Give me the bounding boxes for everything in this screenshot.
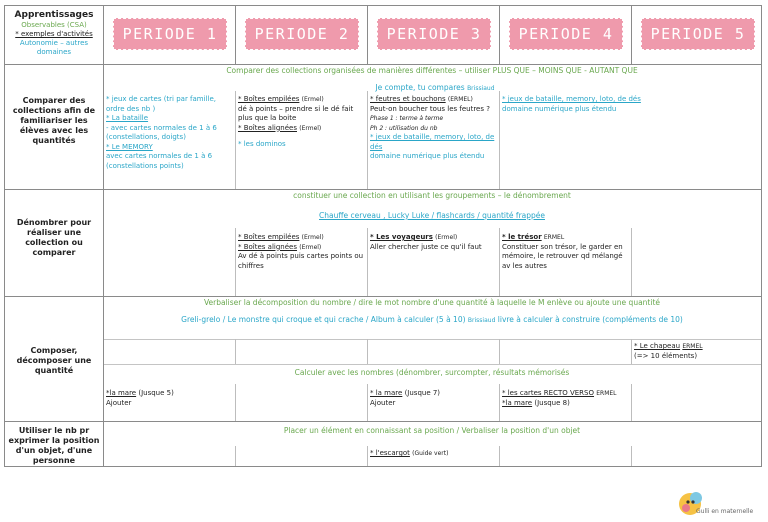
row-label-denombrer: Dénombrer pour réaliser une collection ou comparer: [16, 218, 92, 257]
source-ref: (Jusque 5): [138, 389, 174, 397]
comparer-p2: [238, 95, 365, 150]
period-4-header: PERIODE 4: [509, 18, 623, 50]
composer-banner-2: [103, 315, 761, 326]
list-item: * jeux de bataille, memory, loto, de dés: [502, 95, 641, 103]
denombrer-banner-2: Chauffe cerveau , Lucky Luke / flashcards / quantité frappée: [319, 211, 545, 220]
source-ref: (ERMEL): [447, 96, 473, 103]
list-item: - avec cartes normales de 1 à 6 (constellations, doigts): [106, 123, 217, 141]
period-5-header: PERIODE 5: [641, 18, 755, 50]
list-item: * la mare: [370, 389, 403, 397]
col-divider: [631, 384, 632, 421]
list-item: Ajouter: [106, 398, 132, 407]
header-exemples: * exemples d'activités: [15, 30, 93, 38]
source-ref: (Guide vert): [412, 450, 449, 457]
col-divider: [235, 446, 236, 466]
sub-row-divider: [103, 364, 761, 365]
list-item: * Le MEMORY: [106, 142, 153, 151]
source-ref: (Ermel): [301, 234, 324, 241]
list-item: domaine numérique plus étendu: [370, 152, 485, 160]
sub-row-divider: [103, 339, 761, 340]
list-item: *la mare: [106, 389, 137, 397]
comparer-p4: [502, 95, 662, 114]
col-divider: [631, 228, 632, 296]
col-divider: [367, 6, 368, 64]
comparer-banner-2-text: Je compte, tu compares: [375, 83, 465, 92]
col-divider: [367, 446, 368, 466]
composer-banner-2-src: Brissiaud: [467, 317, 496, 324]
denombrer-banner: constituer une collection en utilisant les groupements – le dénombrement: [293, 191, 571, 200]
denombrer-p4: [502, 233, 629, 271]
gulli-logo: [676, 488, 756, 518]
list-item: * jeux de cartes (tri par famille, ordre des nb ): [106, 95, 216, 113]
composer-banner-2-text: Greli-grelo / Le monstre qui croque et qui crache / Album à calculer (5 à 10): [181, 315, 466, 324]
header-legend: [5, 6, 103, 64]
list-item: Ajouter: [370, 398, 396, 407]
col-divider: [235, 91, 236, 189]
row-label-comparer: Comparer des collections afin de familiariser les élèves avec les quantités: [12, 96, 96, 145]
composer-banner: Verbaliser la décomposition du nombre / dire le mot nombre d'une quantité à laquelle le M enlève ou ajoute une quantité: [203, 298, 660, 307]
denombrer-p3: [370, 233, 497, 252]
composer-banner-3: Calculer avec les nombres (dénombrer, surcompter, résultats mémorisés: [294, 368, 570, 377]
header-autonomie: Autonomie – autres domaines: [19, 39, 89, 56]
list-item: Ph 2 : utilisation du nb: [370, 124, 438, 132]
list-item: * Boîtes alignées: [238, 123, 297, 132]
source-ref: (Ermel): [301, 96, 324, 103]
row-divider: [5, 64, 761, 65]
col-divider: [367, 91, 368, 189]
source-ref: ERMEL: [682, 343, 703, 350]
source-ref: ERMEL: [543, 234, 565, 241]
list-item: Peut-on boucher tous les feutres ?: [370, 104, 490, 113]
period-3-header: PERIODE 3: [377, 18, 491, 50]
col-divider: [235, 339, 236, 364]
list-item: * le trésor: [502, 233, 542, 241]
row-label-composer: Composer, décomposer une quantité: [16, 346, 92, 375]
row-divider: [5, 296, 761, 297]
composer-p1: [106, 389, 233, 408]
col-divider: [235, 228, 236, 296]
list-item: * Boîtes empilées: [238, 95, 300, 103]
list-item: * les cartes RECTO VERSO: [502, 389, 595, 397]
list-item: * feutres et bouchons: [370, 95, 446, 103]
composer-p5: [634, 342, 759, 361]
comparer-p3: [370, 95, 497, 162]
comparer-banner-2: [335, 83, 535, 94]
col-divider: [235, 384, 236, 421]
composer-p3: [370, 389, 497, 408]
col-divider: [499, 446, 500, 466]
list-item: dé à points – prendre si le dé fait plus que la boite: [238, 104, 354, 122]
composer-banner-2-end: livre à calculer à construire (compléments de 10): [497, 315, 683, 324]
position-banner: Placer un élément en connaissant sa position / Verbaliser la position d'un objet: [283, 426, 581, 435]
list-item: Aller chercher juste ce qu'il faut: [370, 242, 482, 251]
comparer-p1: [106, 95, 233, 171]
list-item: domaine numérique plus étendu: [502, 104, 617, 113]
list-item: * les dominos: [238, 140, 286, 148]
list-item: *la mare: [502, 398, 533, 407]
col-divider: [499, 91, 500, 189]
col-divider: [631, 446, 632, 466]
source-ref: (Ermel): [299, 124, 322, 132]
list-item: Phase 1 : terme à terme: [370, 115, 444, 122]
source-ref: (Ermel): [299, 243, 322, 251]
source-ref: ERMEL: [596, 390, 617, 397]
list-item: Av dé à points puis cartes points ou chiffres: [238, 252, 364, 270]
period-2-header: PERIODE 2: [245, 18, 359, 50]
header-title: Apprentissages: [14, 10, 94, 20]
source-ref: (Jusque 7): [404, 389, 441, 397]
col-divider: [235, 6, 236, 64]
col-divider: [499, 6, 500, 64]
col-divider: [631, 6, 632, 64]
list-item: * Boîtes alignées: [238, 242, 297, 251]
col-divider: [499, 339, 500, 364]
list-item: * Le chapeau: [634, 342, 681, 350]
comparer-banner: Comparer des collections organisées de manières différentes – utiliser PLUS QUE – MOINS QUE - AUTANT QUE: [226, 66, 638, 75]
list-item: * l'escargot: [370, 449, 410, 457]
composer-p4: [502, 389, 629, 408]
list-item: * La bataille: [106, 114, 149, 122]
list-item: (=> 10 éléments): [634, 351, 698, 360]
list-item: * Les voyageurs: [370, 233, 433, 241]
header-observables: Observables (CSA): [21, 21, 87, 29]
col-divider: [499, 384, 500, 421]
col-divider: [499, 228, 500, 296]
col-divider: [367, 339, 368, 364]
row-label-position: Utiliser le nb pr exprimer la position d'un objet, d'une personne: [8, 426, 100, 465]
source-ref: (Ermel): [435, 234, 458, 241]
position-p3: [370, 449, 497, 459]
comparer-banner-2-src: Brissiaud: [467, 85, 495, 92]
list-item: Constituer son trésor, le garder en mémoire, le retrouver qd mélangé av les autres: [502, 242, 623, 270]
denombrer-p2: [238, 233, 365, 271]
progression-table: [4, 5, 762, 467]
col-divider: [367, 384, 368, 421]
col-divider: [367, 228, 368, 296]
list-item: * jeux de bataille, memory, loto, de dés: [370, 133, 495, 151]
source-ref: (Jusque 8): [534, 398, 570, 407]
period-1-header: PERIODE 1: [113, 18, 227, 50]
logo-text: Gulli en maternelle: [696, 508, 754, 515]
list-item: avec cartes normales de 1 à 6 (constellations points): [106, 152, 213, 170]
list-item: * Boîtes empilées: [238, 233, 300, 241]
row-divider: [5, 189, 761, 190]
col-divider: [631, 339, 632, 364]
row-divider: [5, 421, 761, 422]
